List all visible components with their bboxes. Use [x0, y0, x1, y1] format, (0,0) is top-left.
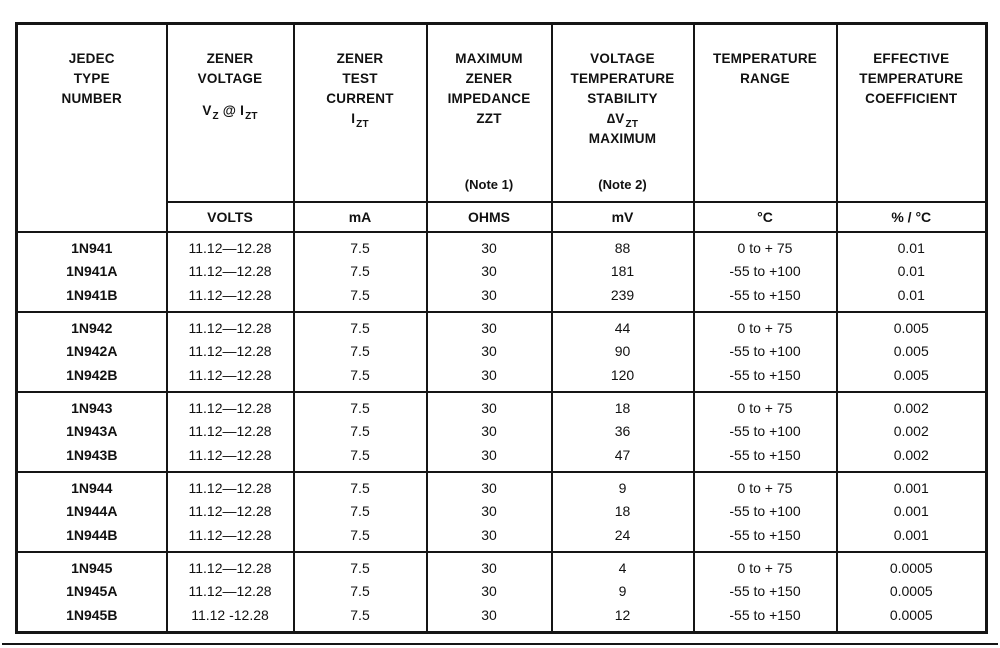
- header-line: [170, 89, 291, 101]
- table-row: [17, 472, 987, 500]
- header-note: (Note 2): [598, 176, 647, 192]
- header-line: COEFFICIENT: [865, 91, 958, 106]
- unit-millivolts: mV: [552, 202, 694, 232]
- cell-max-zener-impedance: 30: [427, 232, 552, 260]
- header-text: [170, 49, 291, 121]
- header-line: ZENER: [336, 51, 384, 66]
- cell-jedec-type-number: 1N944A: [17, 500, 167, 524]
- cell-zener-voltage: 11.12—12.28: [167, 420, 294, 444]
- table-row: [17, 340, 987, 364]
- cell-temperature-range: -55 to +150: [694, 580, 837, 604]
- cell-zener-test-current: 7.5: [294, 552, 427, 580]
- unit-percent-per-celsius: % / °C: [837, 202, 987, 232]
- cell-zener-test-current: 7.5: [294, 284, 427, 312]
- header-line: STABILITY: [587, 91, 658, 106]
- table-row: [17, 420, 987, 444]
- cell-voltage-temp-stability: 18: [552, 500, 694, 524]
- table-row: [17, 284, 987, 312]
- cell-effective-temp-coefficient: 0.005: [837, 364, 987, 392]
- cell-jedec-type-number: 1N944B: [17, 524, 167, 552]
- cell-voltage-temp-stability: 4: [552, 552, 694, 580]
- cell-zener-test-current: 7.5: [294, 364, 427, 392]
- cell-effective-temp-coefficient: 0.005: [837, 312, 987, 340]
- unit-ohms: OHMS: [427, 202, 552, 232]
- header-line: MAXIMUM: [588, 131, 657, 146]
- cell-voltage-temp-stability: 9: [552, 472, 694, 500]
- cell-voltage-temp-stability: 24: [552, 524, 694, 552]
- cell-max-zener-impedance: 30: [427, 500, 552, 524]
- table-row: [17, 392, 987, 420]
- header-text: [697, 49, 834, 89]
- unit-celsius: °C: [694, 202, 837, 232]
- cell-temperature-range: 0 to + 75: [694, 312, 837, 340]
- cell-jedec-type-number: 1N942B: [17, 364, 167, 392]
- header-line: ZZT: [476, 111, 502, 126]
- cell-max-zener-impedance: 30: [427, 580, 552, 604]
- header-line: VOLTAGE: [590, 51, 655, 66]
- cell-zener-test-current: 7.5: [294, 472, 427, 500]
- cell-jedec-type-number: 1N943: [17, 392, 167, 420]
- cell-jedec-type-number: 1N945: [17, 552, 167, 580]
- header-zener-voltage: [167, 24, 294, 202]
- cell-zener-voltage: 11.12—12.28: [167, 524, 294, 552]
- cell-effective-temp-coefficient: 0.002: [837, 420, 987, 444]
- cell-max-zener-impedance: 30: [427, 284, 552, 312]
- cell-zener-voltage: 11.12—12.28: [167, 340, 294, 364]
- table-row: [17, 524, 987, 552]
- cell-jedec-type-number: 1N941A: [17, 260, 167, 284]
- cell-max-zener-impedance: 30: [427, 312, 552, 340]
- cell-voltage-temp-stability: 18: [552, 392, 694, 420]
- header-line: ZENER: [206, 51, 254, 66]
- cell-temperature-range: 0 to + 75: [694, 392, 837, 420]
- cell-temperature-range: -55 to +100: [694, 340, 837, 364]
- cell-zener-test-current: 7.5: [294, 340, 427, 364]
- cell-jedec-type-number: 1N945A: [17, 580, 167, 604]
- cell-zener-voltage: 11.12—12.28: [167, 580, 294, 604]
- cell-effective-temp-coefficient: 0.0005: [837, 604, 987, 633]
- header-line: $I_{ZT}$: [351, 111, 369, 130]
- table-row: [17, 580, 987, 604]
- cell-zener-voltage: 11.12—12.28: [167, 232, 294, 260]
- cell-effective-temp-coefficient: 0.002: [837, 392, 987, 420]
- cell-zener-voltage: 11.12—12.28: [167, 444, 294, 472]
- cell-zener-test-current: 7.5: [294, 312, 427, 340]
- cell-zener-voltage: 11.12—12.28: [167, 312, 294, 340]
- cell-effective-temp-coefficient: 0.001: [837, 500, 987, 524]
- table-row: [17, 260, 987, 284]
- cell-effective-temp-coefficient: 0.01: [837, 232, 987, 260]
- cell-max-zener-impedance: 30: [427, 392, 552, 420]
- cell-voltage-temp-stability: 88: [552, 232, 694, 260]
- cell-zener-voltage: 11.12—12.28: [167, 472, 294, 500]
- table-row: [17, 364, 987, 392]
- cell-temperature-range: -55 to +150: [694, 284, 837, 312]
- cell-voltage-temp-stability: 47: [552, 444, 694, 472]
- header-line: TEMPERATURE: [859, 71, 964, 86]
- header-line: $\Delta V_{ZT}$: [606, 111, 639, 130]
- cell-temperature-range: -55 to +100: [694, 260, 837, 284]
- cell-max-zener-impedance: 30: [427, 340, 552, 364]
- cell-effective-temp-coefficient: 0.005: [837, 340, 987, 364]
- header-line: NUMBER: [61, 91, 122, 106]
- header-line: MAXIMUM: [455, 51, 523, 66]
- table-row: [17, 444, 987, 472]
- cell-jedec-type-number: 1N941B: [17, 284, 167, 312]
- cell-voltage-temp-stability: 44: [552, 312, 694, 340]
- cell-jedec-type-number: 1N943A: [17, 420, 167, 444]
- cell-zener-test-current: 7.5: [294, 392, 427, 420]
- header-text: [430, 49, 549, 129]
- cell-zener-test-current: 7.5: [294, 580, 427, 604]
- cell-voltage-temp-stability: 239: [552, 284, 694, 312]
- cell-voltage-temp-stability: 36: [552, 420, 694, 444]
- cell-max-zener-impedance: 30: [427, 260, 552, 284]
- cell-max-zener-impedance: 30: [427, 420, 552, 444]
- cell-zener-test-current: 7.5: [294, 260, 427, 284]
- table-row: [17, 232, 987, 260]
- cell-effective-temp-coefficient: 0.0005: [837, 552, 987, 580]
- cell-zener-voltage: 11.12—12.28: [167, 260, 294, 284]
- header-line: JEDEC: [68, 51, 115, 66]
- cell-zener-voltage: 11.12—12.28: [167, 364, 294, 392]
- header-line: TEST: [342, 71, 378, 86]
- header-text: [20, 49, 164, 109]
- cell-effective-temp-coefficient: 0.001: [837, 472, 987, 500]
- cell-voltage-temp-stability: 90: [552, 340, 694, 364]
- cell-voltage-temp-stability: 120: [552, 364, 694, 392]
- cell-max-zener-impedance: 30: [427, 524, 552, 552]
- cell-zener-voltage: 11.12—12.28: [167, 552, 294, 580]
- table-row: [17, 604, 987, 633]
- table-header: [17, 24, 987, 232]
- cell-max-zener-impedance: 30: [427, 364, 552, 392]
- table-body: [17, 232, 987, 633]
- cell-effective-temp-coefficient: 0.0005: [837, 580, 987, 604]
- cell-temperature-range: -55 to +150: [694, 604, 837, 633]
- unit-milliamps: mA: [294, 202, 427, 232]
- cell-temperature-range: -55 to +100: [694, 420, 837, 444]
- cell-voltage-temp-stability: 181: [552, 260, 694, 284]
- cell-max-zener-impedance: 30: [427, 604, 552, 633]
- cell-jedec-type-number: 1N945B: [17, 604, 167, 633]
- header-zener-test-current: [294, 24, 427, 202]
- header-line: TEMPERATURE: [570, 71, 675, 86]
- cell-voltage-temp-stability: 9: [552, 580, 694, 604]
- cell-jedec-type-number: 1N941: [17, 232, 167, 260]
- cell-zener-test-current: 7.5: [294, 524, 427, 552]
- cell-voltage-temp-stability: 12: [552, 604, 694, 633]
- cell-effective-temp-coefficient: 0.001: [837, 524, 987, 552]
- header-voltage-temp-stability: [552, 24, 694, 202]
- header-note: (Note 1): [464, 176, 514, 192]
- header-text: [297, 49, 424, 129]
- cell-zener-test-current: 7.5: [294, 232, 427, 260]
- header-line: TYPE: [73, 71, 110, 86]
- header-text: [555, 49, 691, 149]
- cell-temperature-range: -55 to +150: [694, 524, 837, 552]
- header-max-zener-impedance: [427, 24, 552, 202]
- cell-max-zener-impedance: 30: [427, 472, 552, 500]
- table-row: [17, 500, 987, 524]
- header-line: TEMPERATURE: [713, 51, 817, 66]
- header-text: [840, 49, 984, 109]
- cell-jedec-type-number: 1N942: [17, 312, 167, 340]
- header-jedec-type-number: [17, 24, 167, 232]
- cell-jedec-type-number: 1N943B: [17, 444, 167, 472]
- header-line: IMPEDANCE: [447, 91, 531, 106]
- cell-temperature-range: -55 to +150: [694, 364, 837, 392]
- header-line: ZENER: [465, 71, 513, 86]
- cell-jedec-type-number: 1N942A: [17, 340, 167, 364]
- header-line: VOLTAGE: [197, 71, 263, 86]
- zener-specification-table: [15, 22, 988, 634]
- cell-zener-voltage: 11.12—12.28: [167, 500, 294, 524]
- cell-zener-test-current: 7.5: [294, 500, 427, 524]
- header-temperature-range: [694, 24, 837, 202]
- cell-max-zener-impedance: 30: [427, 552, 552, 580]
- header-line: CURRENT: [326, 91, 394, 106]
- cell-temperature-range: 0 to + 75: [694, 552, 837, 580]
- cell-zener-voltage: 11.12—12.28: [167, 284, 294, 312]
- cell-effective-temp-coefficient: 0.01: [837, 260, 987, 284]
- table-row: [17, 552, 987, 580]
- cell-zener-test-current: 7.5: [294, 444, 427, 472]
- header-row: [17, 24, 987, 202]
- table-row: [17, 312, 987, 340]
- cell-temperature-range: -55 to +100: [694, 500, 837, 524]
- header-line: EFFECTIVE: [873, 51, 950, 66]
- footer-rule: [2, 643, 998, 645]
- cell-jedec-type-number: 1N944: [17, 472, 167, 500]
- cell-temperature-range: -55 to +150: [694, 444, 837, 472]
- cell-effective-temp-coefficient: 0.01: [837, 284, 987, 312]
- cell-effective-temp-coefficient: 0.002: [837, 444, 987, 472]
- cell-zener-test-current: 7.5: [294, 420, 427, 444]
- header-effective-temp-coefficient: [837, 24, 987, 202]
- cell-zener-voltage: 11.12—12.28: [167, 392, 294, 420]
- cell-max-zener-impedance: 30: [427, 444, 552, 472]
- header-line: RANGE: [740, 71, 790, 86]
- unit-volts: VOLTS: [167, 202, 294, 232]
- cell-temperature-range: 0 to + 75: [694, 232, 837, 260]
- cell-temperature-range: 0 to + 75: [694, 472, 837, 500]
- cell-zener-voltage: 11.12 -12.28: [167, 604, 294, 633]
- cell-zener-test-current: 7.5: [294, 604, 427, 633]
- header-line: $V_Z$ @ $I_{ZT}$: [202, 103, 258, 122]
